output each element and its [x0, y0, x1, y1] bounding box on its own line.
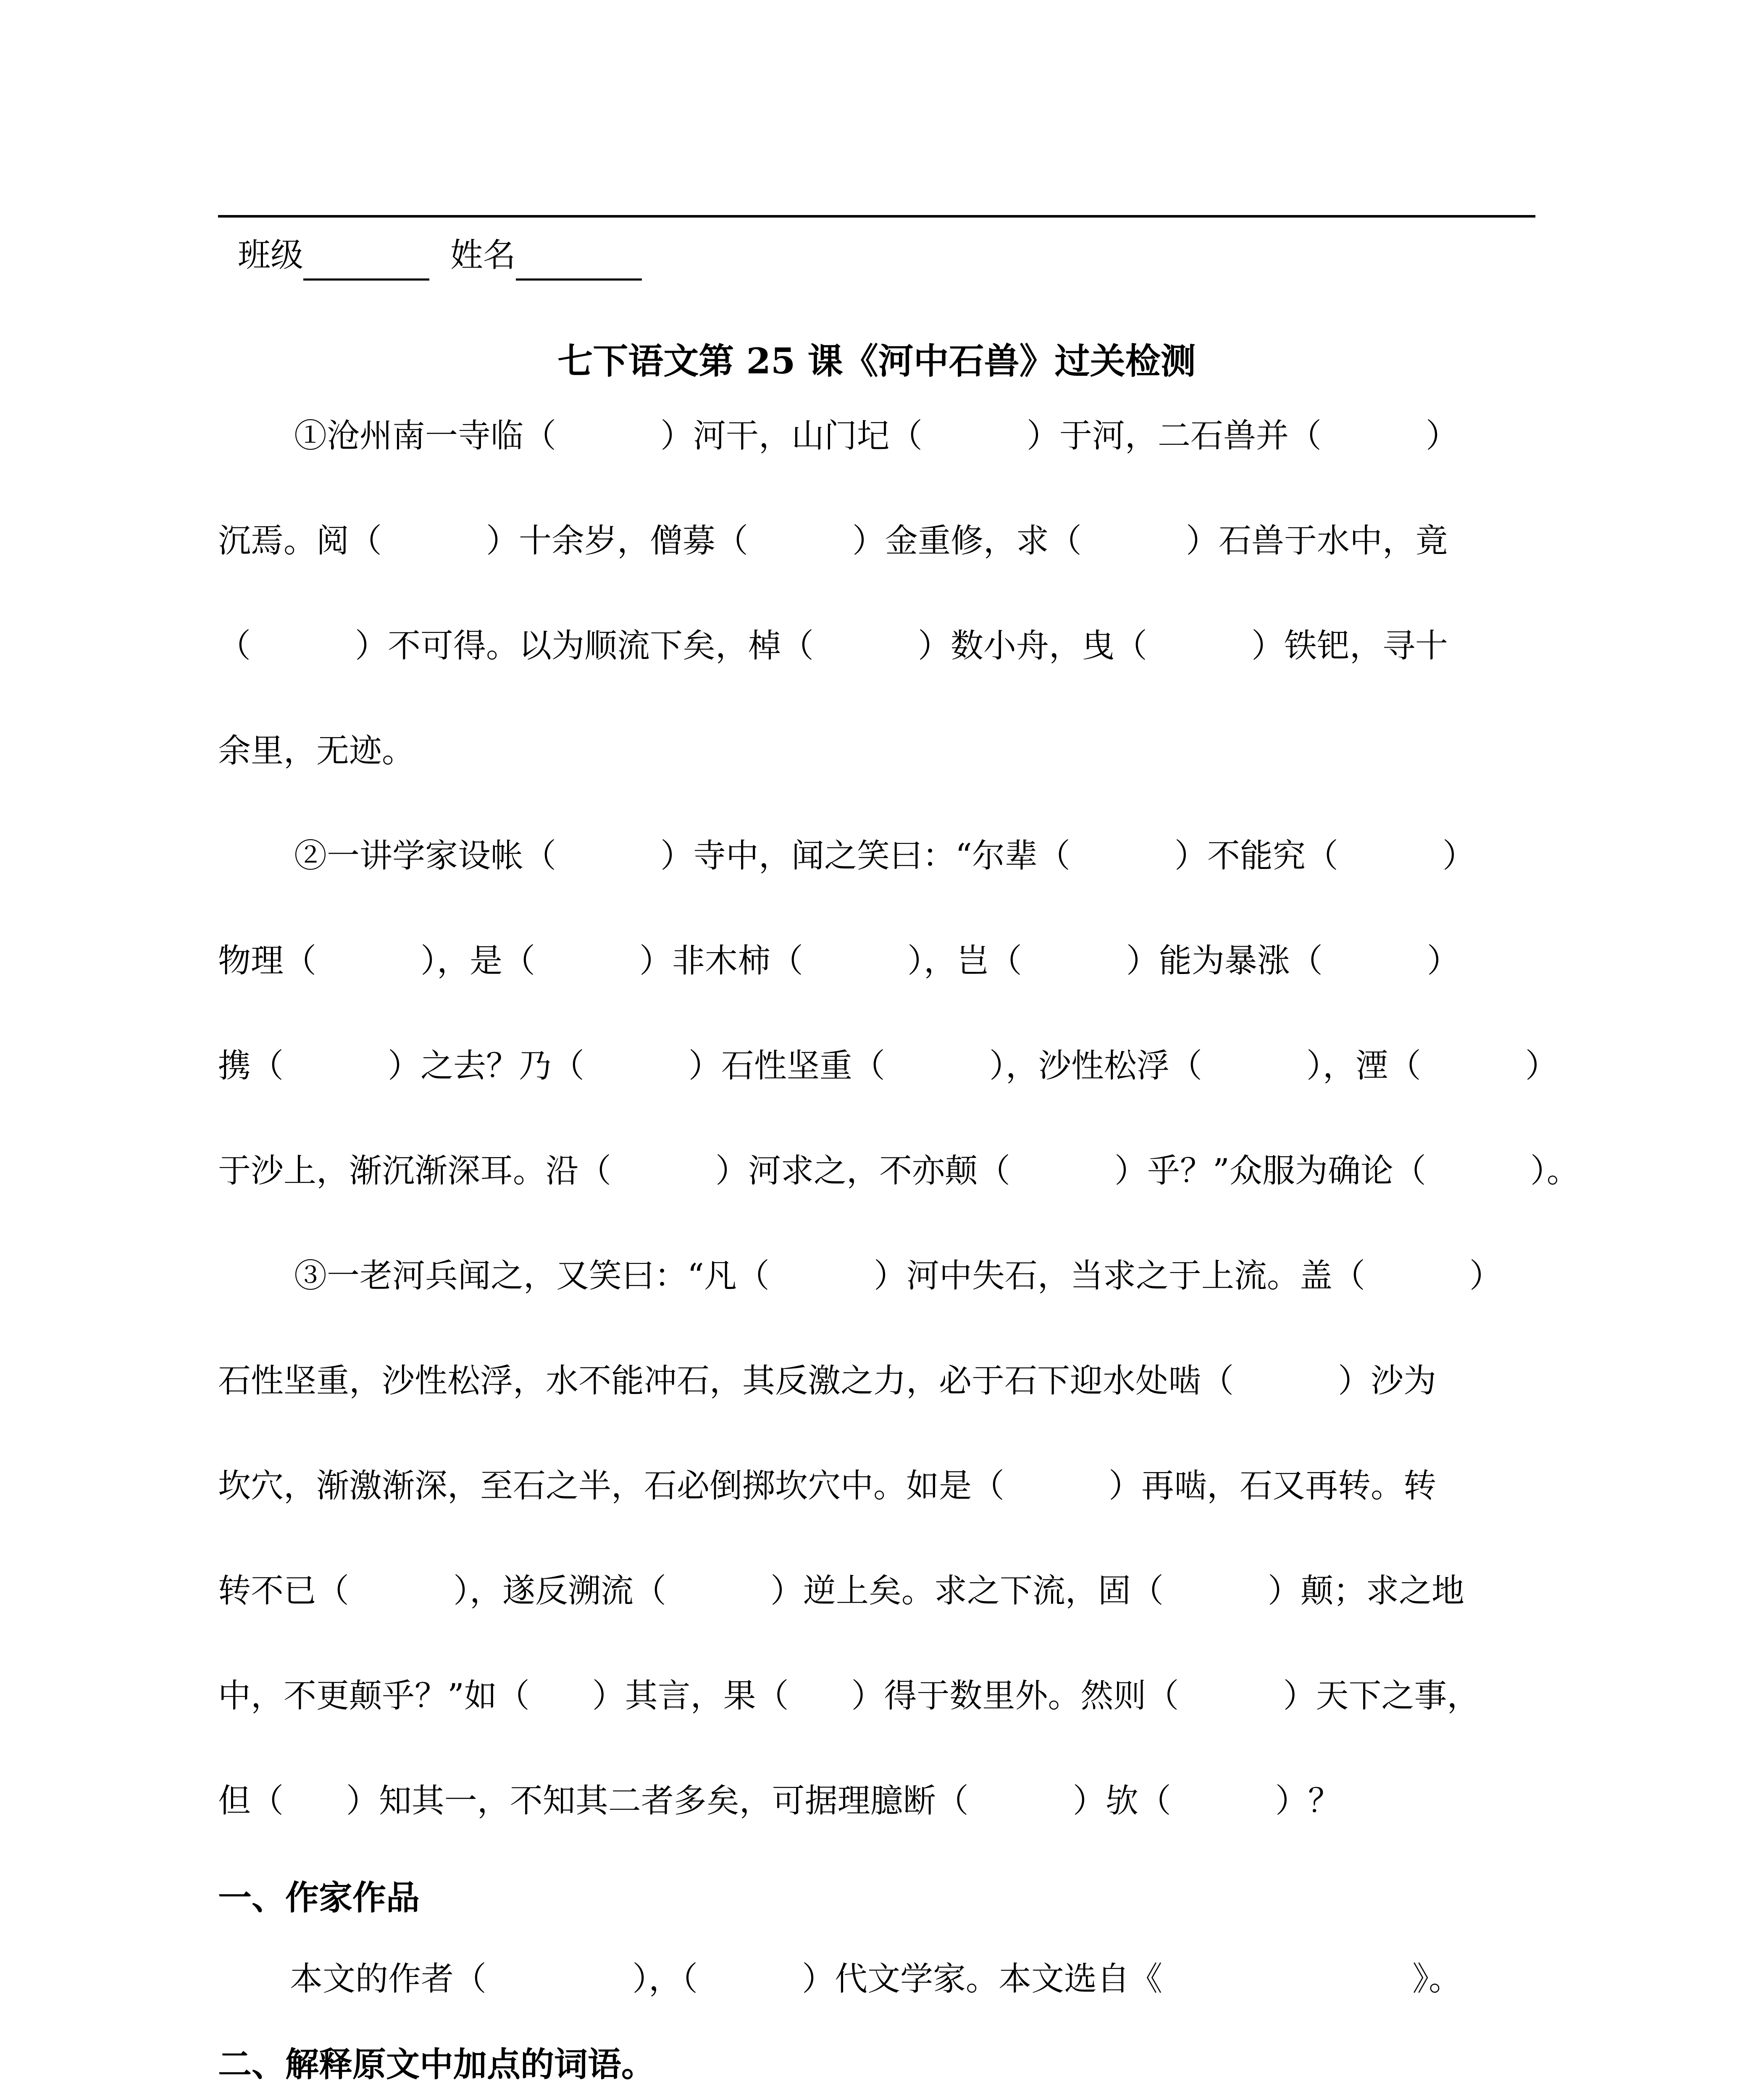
section-2-heading: 二、解释原文中加点的词语。	[218, 2045, 655, 2084]
passage-p1-line3: （ ）不可得。以为顺流下矣，棹（ ）数小舟，曳（ ）铁钯，寻十	[218, 627, 1448, 665]
passage-p3-line5: 中，不更颠乎？”如（ ）其言，果（ ）得于数里外。然则（ ）天下之事，	[218, 1677, 1480, 1715]
passage-p2-line4: 于沙上，渐沉渐深耳。沿（ ）河求之，不亦颠（ ）乎？”众服为确论（ ）。	[218, 1152, 1580, 1190]
passage-p3-line3: 坎穴，渐激渐深，至石之半，石必倒掷坎穴中。如是（ ）再啮，石又再转。转	[218, 1467, 1436, 1505]
passage-p3-line4: 转不已（ ），遂反溯流（ ）逆上矣。求之下流，固（ ）颠；求之地	[218, 1572, 1464, 1610]
name-blank	[516, 242, 642, 281]
class-blank	[303, 242, 429, 281]
passage-p1-line4: 余里，无迹。	[218, 732, 415, 770]
passage-p2-line1: ②一讲学家设帐（ ）寺中，闻之笑曰：“尔辈（ ）不能究（ ）	[294, 837, 1475, 875]
passage-p3-line1: ③一老河兵闻之，又笑曰：“凡（ ）河中失石，当求之于上流。盖（ ）	[294, 1257, 1502, 1295]
passage-p3-line6: 但（ ）知其一，不知其二者多矣，可据理臆断（ ）欤（ ）？	[218, 1782, 1341, 1820]
class-label: 班级	[238, 236, 304, 274]
section-1-heading: 一、作家作品	[218, 1878, 420, 1917]
name-label: 姓名	[450, 236, 516, 274]
header-rule	[218, 215, 1535, 218]
passage-p2-line3: 携（ ）之去？乃（ ）石性坚重（ ），沙性松浮（ ），湮（ ）	[218, 1047, 1558, 1085]
class-name-line	[238, 230, 642, 281]
passage-p1-line2: 沉焉。阅（ ）十余岁，僧募（ ）金重修，求（ ）石兽于水中，竟	[218, 522, 1448, 560]
page-title: 七下语文第 25 课《河中石兽》过关检测	[557, 340, 1196, 382]
passage-p2-line2: 物理（ ），是（ ）非木柿（ ），岂（ ）能为暴涨（ ）	[218, 942, 1460, 980]
section-1-text: 本文的作者（ ），（ ）代文学家。本文选自《 》。	[290, 1960, 1462, 1998]
passage-p1-line1: ①沧州南一寺临（ ）河干，山门圮（ ）于河，二石兽并（ ）	[294, 417, 1459, 455]
passage-p3-line2: 石性坚重，沙性松浮，水不能冲石，其反激之力，必于石下迎水处啮（ ）沙为	[218, 1362, 1436, 1400]
